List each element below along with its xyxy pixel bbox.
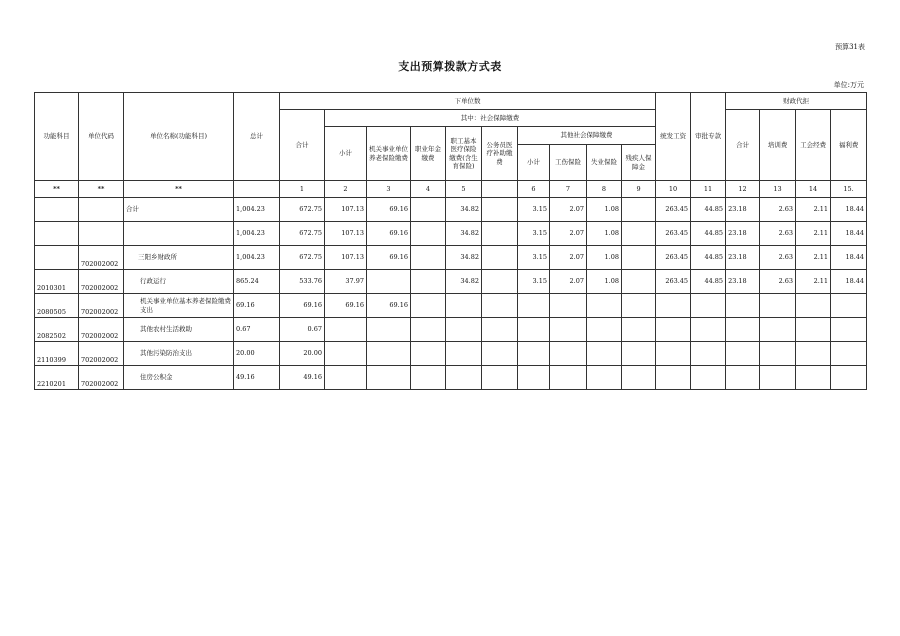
total-cell: 1,004.23: [234, 222, 280, 246]
total-cell: 1,004.23: [234, 198, 280, 222]
index-cell: 11: [691, 181, 726, 198]
header-other-social-security: 其他社会保障缴费: [518, 127, 656, 145]
header-training-fee: 培训费: [760, 110, 796, 181]
unit-name-cell: 住房公积金: [124, 366, 234, 390]
unit-name-cell: 机关事业单位基本养老保险缴费支出: [124, 294, 234, 318]
sheet-code: 预算31表: [835, 43, 865, 51]
unit-code-cell: 702002002: [79, 318, 124, 342]
occupational-annuity-cell: [411, 198, 446, 222]
fp-total-cell: 23.18: [726, 222, 760, 246]
subtotal-all-cell: 69.16: [280, 294, 325, 318]
employee-medical-cell: 34.82: [446, 270, 482, 294]
table-row: [35, 270, 867, 294]
other-subtotal-cell: 3.15: [518, 270, 550, 294]
other-subtotal-cell: [518, 318, 550, 342]
header-func-subject: 功能科目: [35, 93, 79, 181]
table-row: [35, 222, 867, 246]
fp-total-cell: [726, 366, 760, 390]
index-row: [35, 181, 867, 198]
employee-medical-cell: 34.82: [446, 222, 482, 246]
index-cell: [482, 181, 518, 198]
func-subject-cell: 2082502: [35, 318, 79, 342]
index-cell: 2: [325, 181, 367, 198]
occupational-annuity-cell: [411, 342, 446, 366]
approved-special-cell: 44.85: [691, 246, 726, 270]
disability-fund-cell: [622, 222, 656, 246]
total-cell: 49.16: [234, 366, 280, 390]
header-lower-units: 下单位数: [280, 93, 656, 110]
page-title: 支出预算拨款方式表: [398, 60, 502, 73]
welfare-fee-cell: 18.44: [831, 246, 867, 270]
subtotal-cell: [325, 342, 367, 366]
union-fee-cell: [796, 366, 831, 390]
total-cell: 0.67: [234, 318, 280, 342]
occupational-annuity-cell: [411, 246, 446, 270]
occupational-annuity-cell: [411, 366, 446, 390]
subtotal-all-cell: 49.16: [280, 366, 325, 390]
unit-code-cell: [79, 222, 124, 246]
header-union-fee: 工会经费: [796, 110, 831, 181]
table-row: [35, 246, 867, 270]
union-fee-cell: 2.11: [796, 246, 831, 270]
welfare-fee-cell: [831, 342, 867, 366]
training-fee-cell: 2.63: [760, 270, 796, 294]
org-pension-cell: 69.16: [367, 294, 411, 318]
fp-total-cell: [726, 294, 760, 318]
unit-label: 单位:万元: [833, 81, 864, 89]
civil-servant-medical-cell: [482, 198, 518, 222]
approved-special-cell: [691, 342, 726, 366]
header-social-security: 其中：社会保障缴费: [325, 110, 656, 127]
unemployment-insurance-cell: 1.08: [587, 198, 622, 222]
unit-name-cell: 其他污染防治支出: [124, 342, 234, 366]
fp-total-cell: 23.18: [726, 270, 760, 294]
index-cell: **: [35, 181, 79, 198]
disability-fund-cell: [622, 270, 656, 294]
unemployment-insurance-cell: 1.08: [587, 246, 622, 270]
approved-special-cell: 44.85: [691, 198, 726, 222]
civil-servant-medical-cell: [482, 294, 518, 318]
injury-insurance-cell: 2.07: [550, 222, 587, 246]
header-civil-servant-medical: 公务员医疗补助缴费: [482, 127, 518, 181]
salary-payment-cell: 263.45: [656, 222, 691, 246]
unit-name-cell: [124, 222, 234, 246]
index-cell: 6: [518, 181, 550, 198]
training-fee-cell: [760, 366, 796, 390]
approved-special-cell: 44.85: [691, 222, 726, 246]
injury-insurance-cell: [550, 294, 587, 318]
civil-servant-medical-cell: [482, 246, 518, 270]
subtotal-all-cell: 672.75: [280, 198, 325, 222]
salary-payment-cell: [656, 318, 691, 342]
unit-name-cell: 行政运行: [124, 270, 234, 294]
unit-name-cell: 其他农村生活救助: [124, 318, 234, 342]
total-cell: 20.00: [234, 342, 280, 366]
table-row: [35, 366, 867, 390]
index-cell: 14: [796, 181, 831, 198]
index-cell: 12: [726, 181, 760, 198]
header-total: 总计: [234, 93, 280, 181]
org-pension-cell: 69.16: [367, 198, 411, 222]
header-employee-medical: 职工基本医疗保险缴费(含生育保险): [446, 127, 482, 181]
table-row: [35, 294, 867, 318]
header-fp-total: 合计: [726, 110, 760, 181]
training-fee-cell: 2.63: [760, 198, 796, 222]
index-cell: 15.: [831, 181, 867, 198]
subtotal-all-cell: 672.75: [280, 246, 325, 270]
subtotal-cell: [325, 318, 367, 342]
subtotal-cell: 107.13: [325, 222, 367, 246]
employee-medical-cell: [446, 318, 482, 342]
func-subject-cell: [35, 222, 79, 246]
union-fee-cell: 2.11: [796, 222, 831, 246]
fp-total-cell: 23.18: [726, 198, 760, 222]
header-unit-code: 单位代码: [79, 93, 124, 181]
header-approved-special: 审批专款: [691, 93, 726, 181]
employee-medical-cell: 34.82: [446, 246, 482, 270]
training-fee-cell: 2.63: [760, 222, 796, 246]
training-fee-cell: [760, 318, 796, 342]
injury-insurance-cell: [550, 342, 587, 366]
disability-fund-cell: [622, 318, 656, 342]
welfare-fee-cell: [831, 294, 867, 318]
index-cell: 8: [587, 181, 622, 198]
unit-code-cell: 702002002: [79, 294, 124, 318]
civil-servant-medical-cell: [482, 222, 518, 246]
occupational-annuity-cell: [411, 294, 446, 318]
fp-total-cell: [726, 342, 760, 366]
unit-code-cell: 702002002: [79, 246, 124, 270]
org-pension-cell: [367, 318, 411, 342]
union-fee-cell: 2.11: [796, 198, 831, 222]
unemployment-insurance-cell: 1.08: [587, 270, 622, 294]
other-subtotal-cell: 3.15: [518, 198, 550, 222]
unit-code-cell: 702002002: [79, 366, 124, 390]
subtotal-all-cell: 20.00: [280, 342, 325, 366]
subtotal-cell: 37.97: [325, 270, 367, 294]
func-subject-cell: 2110399: [35, 342, 79, 366]
injury-insurance-cell: [550, 318, 587, 342]
training-fee-cell: [760, 294, 796, 318]
approved-special-cell: 44.85: [691, 270, 726, 294]
salary-payment-cell: [656, 366, 691, 390]
index-cell: **: [79, 181, 124, 198]
subtotal-cell: 107.13: [325, 198, 367, 222]
disability-fund-cell: [622, 198, 656, 222]
injury-insurance-cell: 2.07: [550, 198, 587, 222]
index-cell: 5: [446, 181, 482, 198]
employee-medical-cell: [446, 294, 482, 318]
total-cell: 1,004.23: [234, 246, 280, 270]
disability-fund-cell: [622, 366, 656, 390]
occupational-annuity-cell: [411, 318, 446, 342]
subtotal-cell: 69.16: [325, 294, 367, 318]
union-fee-cell: [796, 294, 831, 318]
other-subtotal-cell: [518, 294, 550, 318]
org-pension-cell: [367, 270, 411, 294]
func-subject-cell: 2210201: [35, 366, 79, 390]
index-cell: 4: [411, 181, 446, 198]
func-subject-cell: [35, 246, 79, 270]
employee-medical-cell: [446, 366, 482, 390]
injury-insurance-cell: 2.07: [550, 246, 587, 270]
unit-name-cell: 合计: [124, 198, 234, 222]
header-unit-name: 单位名称(功能科目): [124, 93, 234, 181]
index-cell: 10: [656, 181, 691, 198]
salary-payment-cell: [656, 294, 691, 318]
welfare-fee-cell: 18.44: [831, 222, 867, 246]
union-fee-cell: 2.11: [796, 270, 831, 294]
table-row: [35, 198, 867, 222]
disability-fund-cell: [622, 342, 656, 366]
occupational-annuity-cell: [411, 222, 446, 246]
index-cell: 9: [622, 181, 656, 198]
salary-payment-cell: [656, 342, 691, 366]
header-unemployment-insurance: 失业保险: [587, 145, 622, 181]
header-subtotal: 小计: [325, 127, 367, 181]
header-injury-insurance: 工伤保险: [550, 145, 587, 181]
subtotal-all-cell: 533.76: [280, 270, 325, 294]
total-cell: 69.16: [234, 294, 280, 318]
org-pension-cell: 69.16: [367, 246, 411, 270]
org-pension-cell: [367, 366, 411, 390]
index-cell: 13: [760, 181, 796, 198]
table-row: [35, 342, 867, 366]
subtotal-cell: [325, 366, 367, 390]
unemployment-insurance-cell: 1.08: [587, 222, 622, 246]
unit-name-cell: 三阳乡财政所: [124, 246, 234, 270]
other-subtotal-cell: [518, 366, 550, 390]
civil-servant-medical-cell: [482, 270, 518, 294]
table-body: [35, 198, 867, 390]
other-subtotal-cell: 3.15: [518, 222, 550, 246]
subtotal-all-cell: 0.67: [280, 318, 325, 342]
employee-medical-cell: [446, 342, 482, 366]
index-cell: **: [124, 181, 234, 198]
unit-code-cell: 702002002: [79, 342, 124, 366]
approved-special-cell: [691, 366, 726, 390]
welfare-fee-cell: [831, 318, 867, 342]
subtotal-all-cell: 672.75: [280, 222, 325, 246]
union-fee-cell: [796, 342, 831, 366]
disability-fund-cell: [622, 294, 656, 318]
welfare-fee-cell: [831, 366, 867, 390]
header-subtotal-all: 合计: [280, 110, 325, 181]
total-cell: 865.24: [234, 270, 280, 294]
unit-code-cell: [79, 198, 124, 222]
unemployment-insurance-cell: [587, 318, 622, 342]
other-subtotal-cell: 3.15: [518, 246, 550, 270]
welfare-fee-cell: 18.44: [831, 270, 867, 294]
civil-servant-medical-cell: [482, 366, 518, 390]
civil-servant-medical-cell: [482, 342, 518, 366]
header-org-pension: 机关事业单位养老保险缴费: [367, 127, 411, 181]
header-other-subtotal: 小计: [518, 145, 550, 181]
header-occupational-annuity: 职业年金缴费: [411, 127, 446, 181]
training-fee-cell: 2.63: [760, 246, 796, 270]
other-subtotal-cell: [518, 342, 550, 366]
subtotal-cell: 107.13: [325, 246, 367, 270]
injury-insurance-cell: [550, 366, 587, 390]
employee-medical-cell: 34.82: [446, 198, 482, 222]
index-cell: 3: [367, 181, 411, 198]
civil-servant-medical-cell: [482, 318, 518, 342]
index-cell: 1: [280, 181, 325, 198]
salary-payment-cell: 263.45: [656, 270, 691, 294]
occupational-annuity-cell: [411, 270, 446, 294]
header-salary-payment: 统发工资: [656, 93, 691, 181]
table-row: [35, 318, 867, 342]
index-cell: 7: [550, 181, 587, 198]
disability-fund-cell: [622, 246, 656, 270]
header-finance-proxy: 财政代拒: [726, 93, 867, 110]
org-pension-cell: 69.16: [367, 222, 411, 246]
injury-insurance-cell: 2.07: [550, 270, 587, 294]
welfare-fee-cell: 18.44: [831, 198, 867, 222]
fp-total-cell: 23.18: [726, 246, 760, 270]
approved-special-cell: [691, 294, 726, 318]
unemployment-insurance-cell: [587, 294, 622, 318]
func-subject-cell: 2010301: [35, 270, 79, 294]
budget-table: [34, 92, 867, 390]
unit-code-cell: 702002002: [79, 270, 124, 294]
header-welfare-fee: 福利费: [831, 110, 867, 181]
training-fee-cell: [760, 342, 796, 366]
union-fee-cell: [796, 318, 831, 342]
unemployment-insurance-cell: [587, 366, 622, 390]
func-subject-cell: [35, 198, 79, 222]
func-subject-cell: 2080505: [35, 294, 79, 318]
approved-special-cell: [691, 318, 726, 342]
index-cell: [234, 181, 280, 198]
fp-total-cell: [726, 318, 760, 342]
unemployment-insurance-cell: [587, 342, 622, 366]
header-disability-fund: 残疾人保障金: [622, 145, 656, 181]
org-pension-cell: [367, 342, 411, 366]
salary-payment-cell: 263.45: [656, 198, 691, 222]
salary-payment-cell: 263.45: [656, 246, 691, 270]
